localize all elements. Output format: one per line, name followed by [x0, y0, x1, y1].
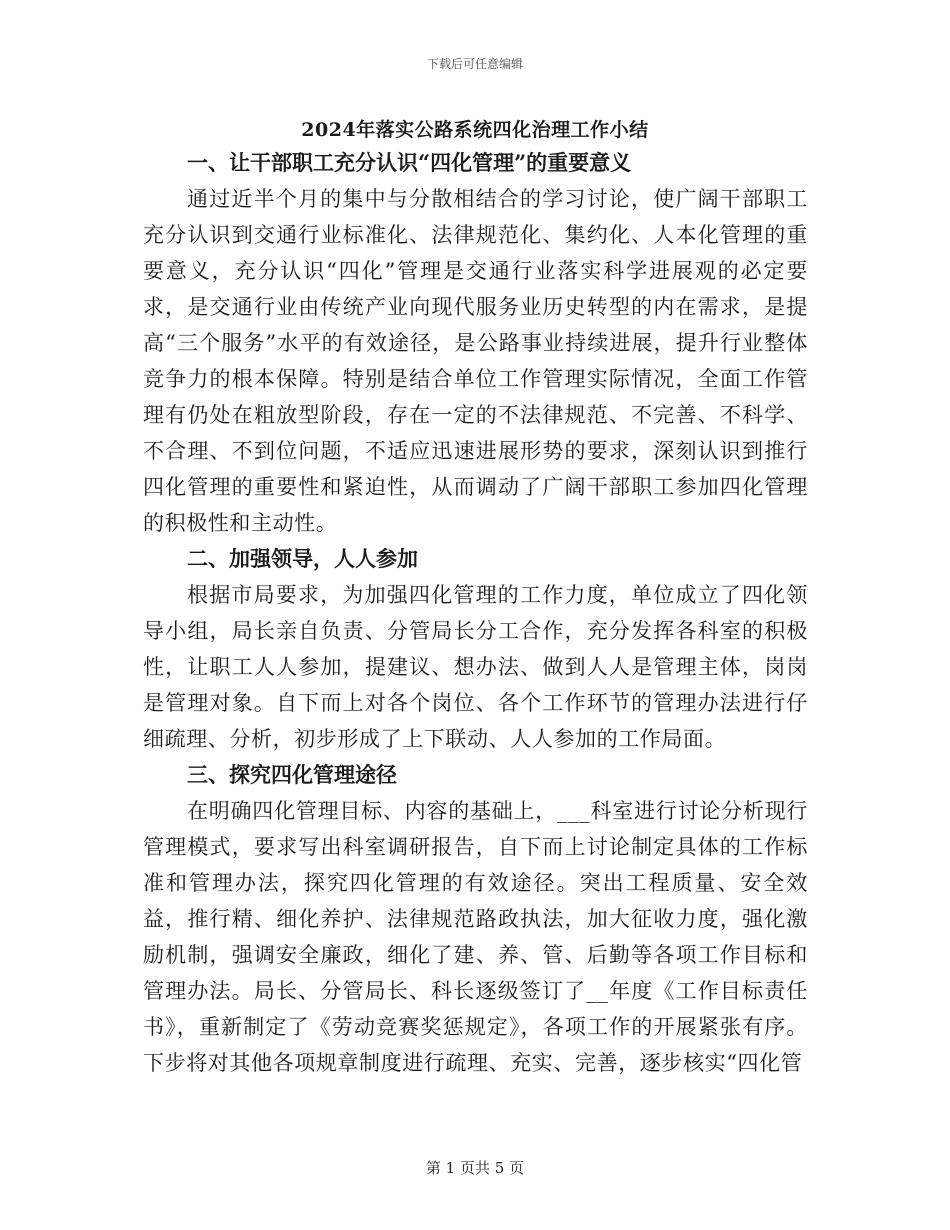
- page-header: 下载后可任意编辑: [426, 57, 523, 71]
- section-heading: 三、探究四化管理途径: [187, 762, 397, 787]
- section-paragraph: 根据市局要求，为加强四化管理的工作力度，单位成立了四化领导小组，局长亲自负责、分管局长分工合作，充分发挥各科室的积极性，让职工人人参加，提建议、想办法、做到人人是管理主体，岗岗是管理对象。自下而上对各个岗位、各个工作环节的管理办法进行仔细疏理、分析，初步形成了上下联动、人人参加的工作局面。: [143, 583, 808, 751]
- section-3: [143, 757, 808, 1081]
- section-paragraph: 通过近半个月的集中与分散相结合的学习讨论，使广阔干部职工充分认识到交通行业标准化、法律规范化、集约化、人本化管理的重要意义，充分认识“四化”管理是交通行业落实科学进展观的必定要求，是交通行业由传统产业向现代服务业历史转型的内在需求，是提高“三个服务”水平的有效途径，是公路事业持续进展，提升行业整体竞争力的根本保障。特别是结合单位工作管理实际情况，全面工作管理有仍处在粗放型阶段，存在一定的不法律规范、不完善、不科学、不合理、不到位问题，不适应迅速进展形势的要求，深刻认识到推行四化管理的重要性和紧迫性，从而调动了广阔干部职工参加四化管理的积极性和主动性。: [143, 187, 808, 535]
- section-2: [143, 541, 808, 757]
- section-paragraph: 在明确四化管理目标、内容的基础上，___科室进行讨论分析现行管理模式，要求写出科室调研报告，自下而上讨论制定具体的工作标准和管理办法，探究四化管理的有效途径。突出工程质量、安全效益，推行精、细化养护、法律规范路政执法，加大征收力度，强化激励机制，强调安全廉政，细化了建、养、管、后勤等各项工作目标和管理办法。局长、分管局长、科长逐级签订了__年度《工作目标责任书》，重新制定了《劳动竞赛奖惩规定》，各项工作的开展紧张有序。下步将对其他各项规章制度进行疏理、充实、完善，逐步核实“四化管: [143, 799, 808, 1075]
- section-1: [143, 145, 808, 541]
- page-footer: 第 1 页共 5 页: [425, 1159, 525, 1177]
- document-title: 2024年落实公路系统四化治理工作小结: [301, 119, 649, 141]
- section-heading: 二、加强领导，人人参加: [187, 546, 418, 571]
- section-heading: 一、让干部职工充分认识“四化管理”的重要意义: [187, 150, 632, 175]
- document-body: [143, 145, 808, 1081]
